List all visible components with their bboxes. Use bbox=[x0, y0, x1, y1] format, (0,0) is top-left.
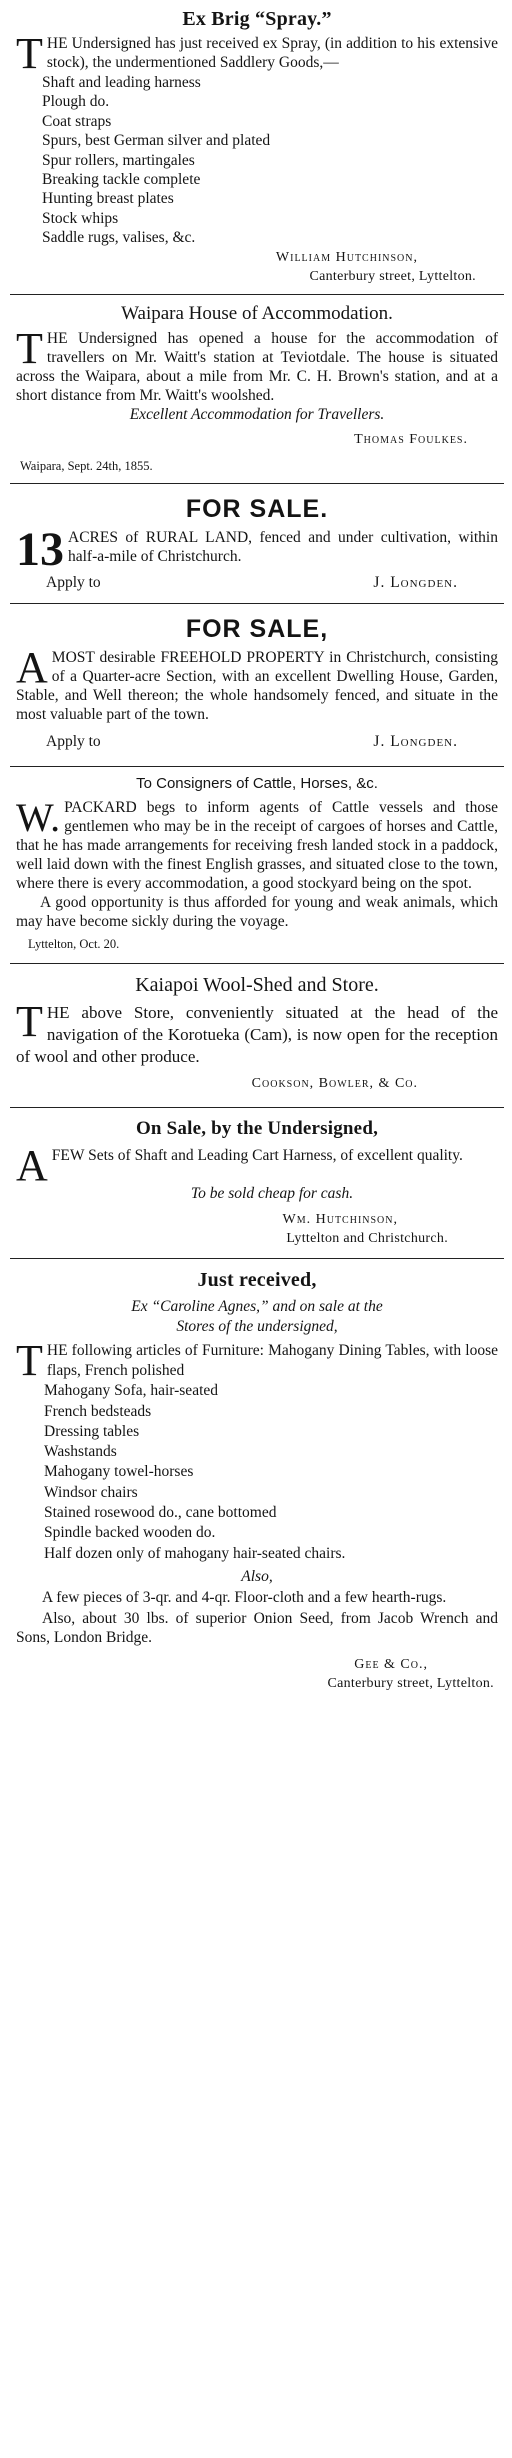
drop-cap: 13 bbox=[16, 522, 64, 576]
ad-title: Ex Brig “Spray.” bbox=[182, 8, 332, 30]
list-item: Mahogany towel-horses bbox=[44, 1463, 194, 1481]
apply-label: Apply to bbox=[46, 732, 101, 750]
extra-item: A few pieces of 3-qr. and 4-qr. Floor-cloth and a few hearth-rugs. bbox=[42, 1588, 447, 1606]
signature: William Hutchinson, bbox=[275, 249, 418, 265]
list-item: Shaft and leading harness bbox=[42, 74, 201, 91]
drop-cap: T bbox=[16, 1335, 43, 1385]
ad-freehold-sale bbox=[16, 604, 498, 752]
goods-list bbox=[16, 73, 498, 248]
ad-body: A MOST desirable FREEHOLD PROPERTY in Christchurch, consisting of a Quarter-acre Section, with an excellent Dwelling House, Garden, Stable, and Well thereon; the whole handsomely fenced, and situate in the most valuable part of the town. bbox=[16, 642, 498, 723]
agent-name: J. Longden. bbox=[373, 573, 458, 591]
list-item: Coat straps bbox=[42, 112, 112, 130]
extra-item: Also, about 30 lbs. of superior Onion Seed, from Jacob Wrench and Sons, London Bridge. bbox=[16, 1609, 498, 1646]
ad-title: Just received, bbox=[197, 1268, 317, 1291]
ad-kaiapoi-store bbox=[16, 964, 498, 1093]
ad-intro-text: HE Undersigned has just received ex Spray, (in addition to his extensive stock), the undermentioned Saddlery Goods,— bbox=[46, 35, 498, 71]
ad-title: On Sale, by the Undersigned, bbox=[135, 1117, 379, 1139]
list-item: Breaking tackle complete bbox=[42, 171, 201, 189]
tagline: Excellent Accommodation for Travellers. bbox=[129, 405, 385, 423]
furniture-list bbox=[16, 1381, 498, 1564]
list-item: French bedsteads bbox=[44, 1402, 152, 1420]
ad-body: W. PACKARD begs to inform agents of Cattle vessels and those gentlemen who may be in the receipt of cargoes of horses and Cattle, that he has made arrangements for receiving fresh landed stock in a paddock, well laid down with the finest English grasses, and situated close to the town, where there is every accommodation, a good stockyard being on the spot. bbox=[16, 794, 498, 892]
ad-subtitle: Stores of the undersigned, bbox=[176, 1317, 338, 1335]
dateline: Lyttelton, Oct. 20. bbox=[28, 936, 120, 951]
address: Lyttelton and Christchurch. bbox=[286, 1230, 448, 1246]
signature: Gee & Co., bbox=[354, 1656, 428, 1672]
ad-furniture bbox=[16, 1259, 498, 1693]
signature: Cookson, Bowler, & Co. bbox=[251, 1075, 418, 1091]
list-item: Spindle backed wooden do. bbox=[44, 1524, 216, 1542]
list-item: Windsor chairs bbox=[44, 1483, 138, 1501]
also-heading: Also, bbox=[241, 1567, 273, 1585]
apply-line bbox=[16, 732, 498, 752]
apply-label: Apply to bbox=[46, 573, 101, 591]
ad-title: To Consigners of Cattle, Horses, &c. bbox=[136, 774, 378, 792]
list-item: Washstands bbox=[44, 1443, 117, 1461]
ad-intro: T HE following articles of Furniture: Mahogany Dining Tables, with loose flaps, French polished bbox=[16, 1335, 498, 1385]
list-item: Hunting breast plates bbox=[42, 190, 174, 208]
list-item: Saddle rugs, valises, &c. bbox=[42, 229, 196, 247]
drop-cap: A bbox=[16, 642, 48, 692]
ad-cattle-consigners bbox=[16, 767, 498, 953]
ad-title: FOR SALE. bbox=[185, 494, 329, 523]
signature: Thomas Foulkes. bbox=[354, 431, 468, 447]
ad-subtitle: Ex “Caroline Agnes,” and on sale at the bbox=[131, 1297, 383, 1315]
dateline: Waipara, Sept. 24th, 1855. bbox=[20, 458, 153, 473]
ad-waipara-house bbox=[16, 295, 498, 475]
ad-body: T HE above Store, conveniently situated at the head of the navigation of the Korotueka (Cam), is now open for the reception of wool and other produce. bbox=[16, 996, 498, 1066]
address: Canterbury street, Lyttelton. bbox=[309, 268, 476, 284]
tagline: To be sold cheap for cash. bbox=[190, 1184, 354, 1202]
ad-body: A FEW Sets of Shaft and Leading Cart Harness, of excellent quality. bbox=[16, 1140, 463, 1190]
ad-harness-sale bbox=[16, 1108, 498, 1248]
list-item: Half dozen only of mahogany hair-seated chairs. bbox=[44, 1544, 346, 1562]
list-item: Stock whips bbox=[42, 209, 119, 227]
drop-cap: T bbox=[16, 323, 43, 373]
drop-cap: W. bbox=[16, 794, 61, 840]
ad-title: Kaiapoi Wool-Shed and Store. bbox=[135, 973, 379, 996]
list-item: Mahogany Sofa, hair-seated bbox=[44, 1382, 219, 1400]
ad-rural-land-sale bbox=[16, 484, 498, 593]
list-item: Plough do. bbox=[42, 93, 110, 111]
list-item: Spur rollers, martingales bbox=[42, 151, 195, 169]
ad-body-2: A good opportunity is thus afforded for young and weak animals, which may have become sickly during the voyage. bbox=[16, 893, 498, 930]
drop-cap: A bbox=[16, 1140, 48, 1190]
apply-line bbox=[16, 573, 498, 593]
signature: Wm. Hutchinson, bbox=[282, 1211, 398, 1227]
ad-intro bbox=[16, 29, 498, 78]
address: Canterbury street, Lyttelton. bbox=[327, 1675, 494, 1691]
list-item: Dressing tables bbox=[44, 1422, 140, 1440]
drop-cap: T bbox=[16, 29, 43, 78]
list-item: Stained rosewood do., cane bottomed bbox=[44, 1504, 277, 1522]
agent-name: J. Longden. bbox=[373, 732, 458, 750]
ad-body: 13 ACRES of RURAL LAND, fenced and under cultivation, within half-a-mile of Christchurch. bbox=[16, 522, 498, 576]
ad-body: T HE Undersigned has opened a house for the accommodation of travellers on Mr. Waitt's station at Teviotdale. The house is situated across the Waipara, about a mile from Mr. C. H. Brown's station, and at a short distance from Mr. Waitt's woolshed. bbox=[16, 323, 498, 404]
drop-cap: T bbox=[16, 996, 43, 1046]
ad-title: FOR SALE, bbox=[185, 614, 329, 643]
list-item: Spurs, best German silver and plated bbox=[42, 132, 271, 150]
ad-title: Waipara House of Accommodation. bbox=[121, 302, 393, 324]
ad-spray-saddlery bbox=[16, 0, 498, 286]
